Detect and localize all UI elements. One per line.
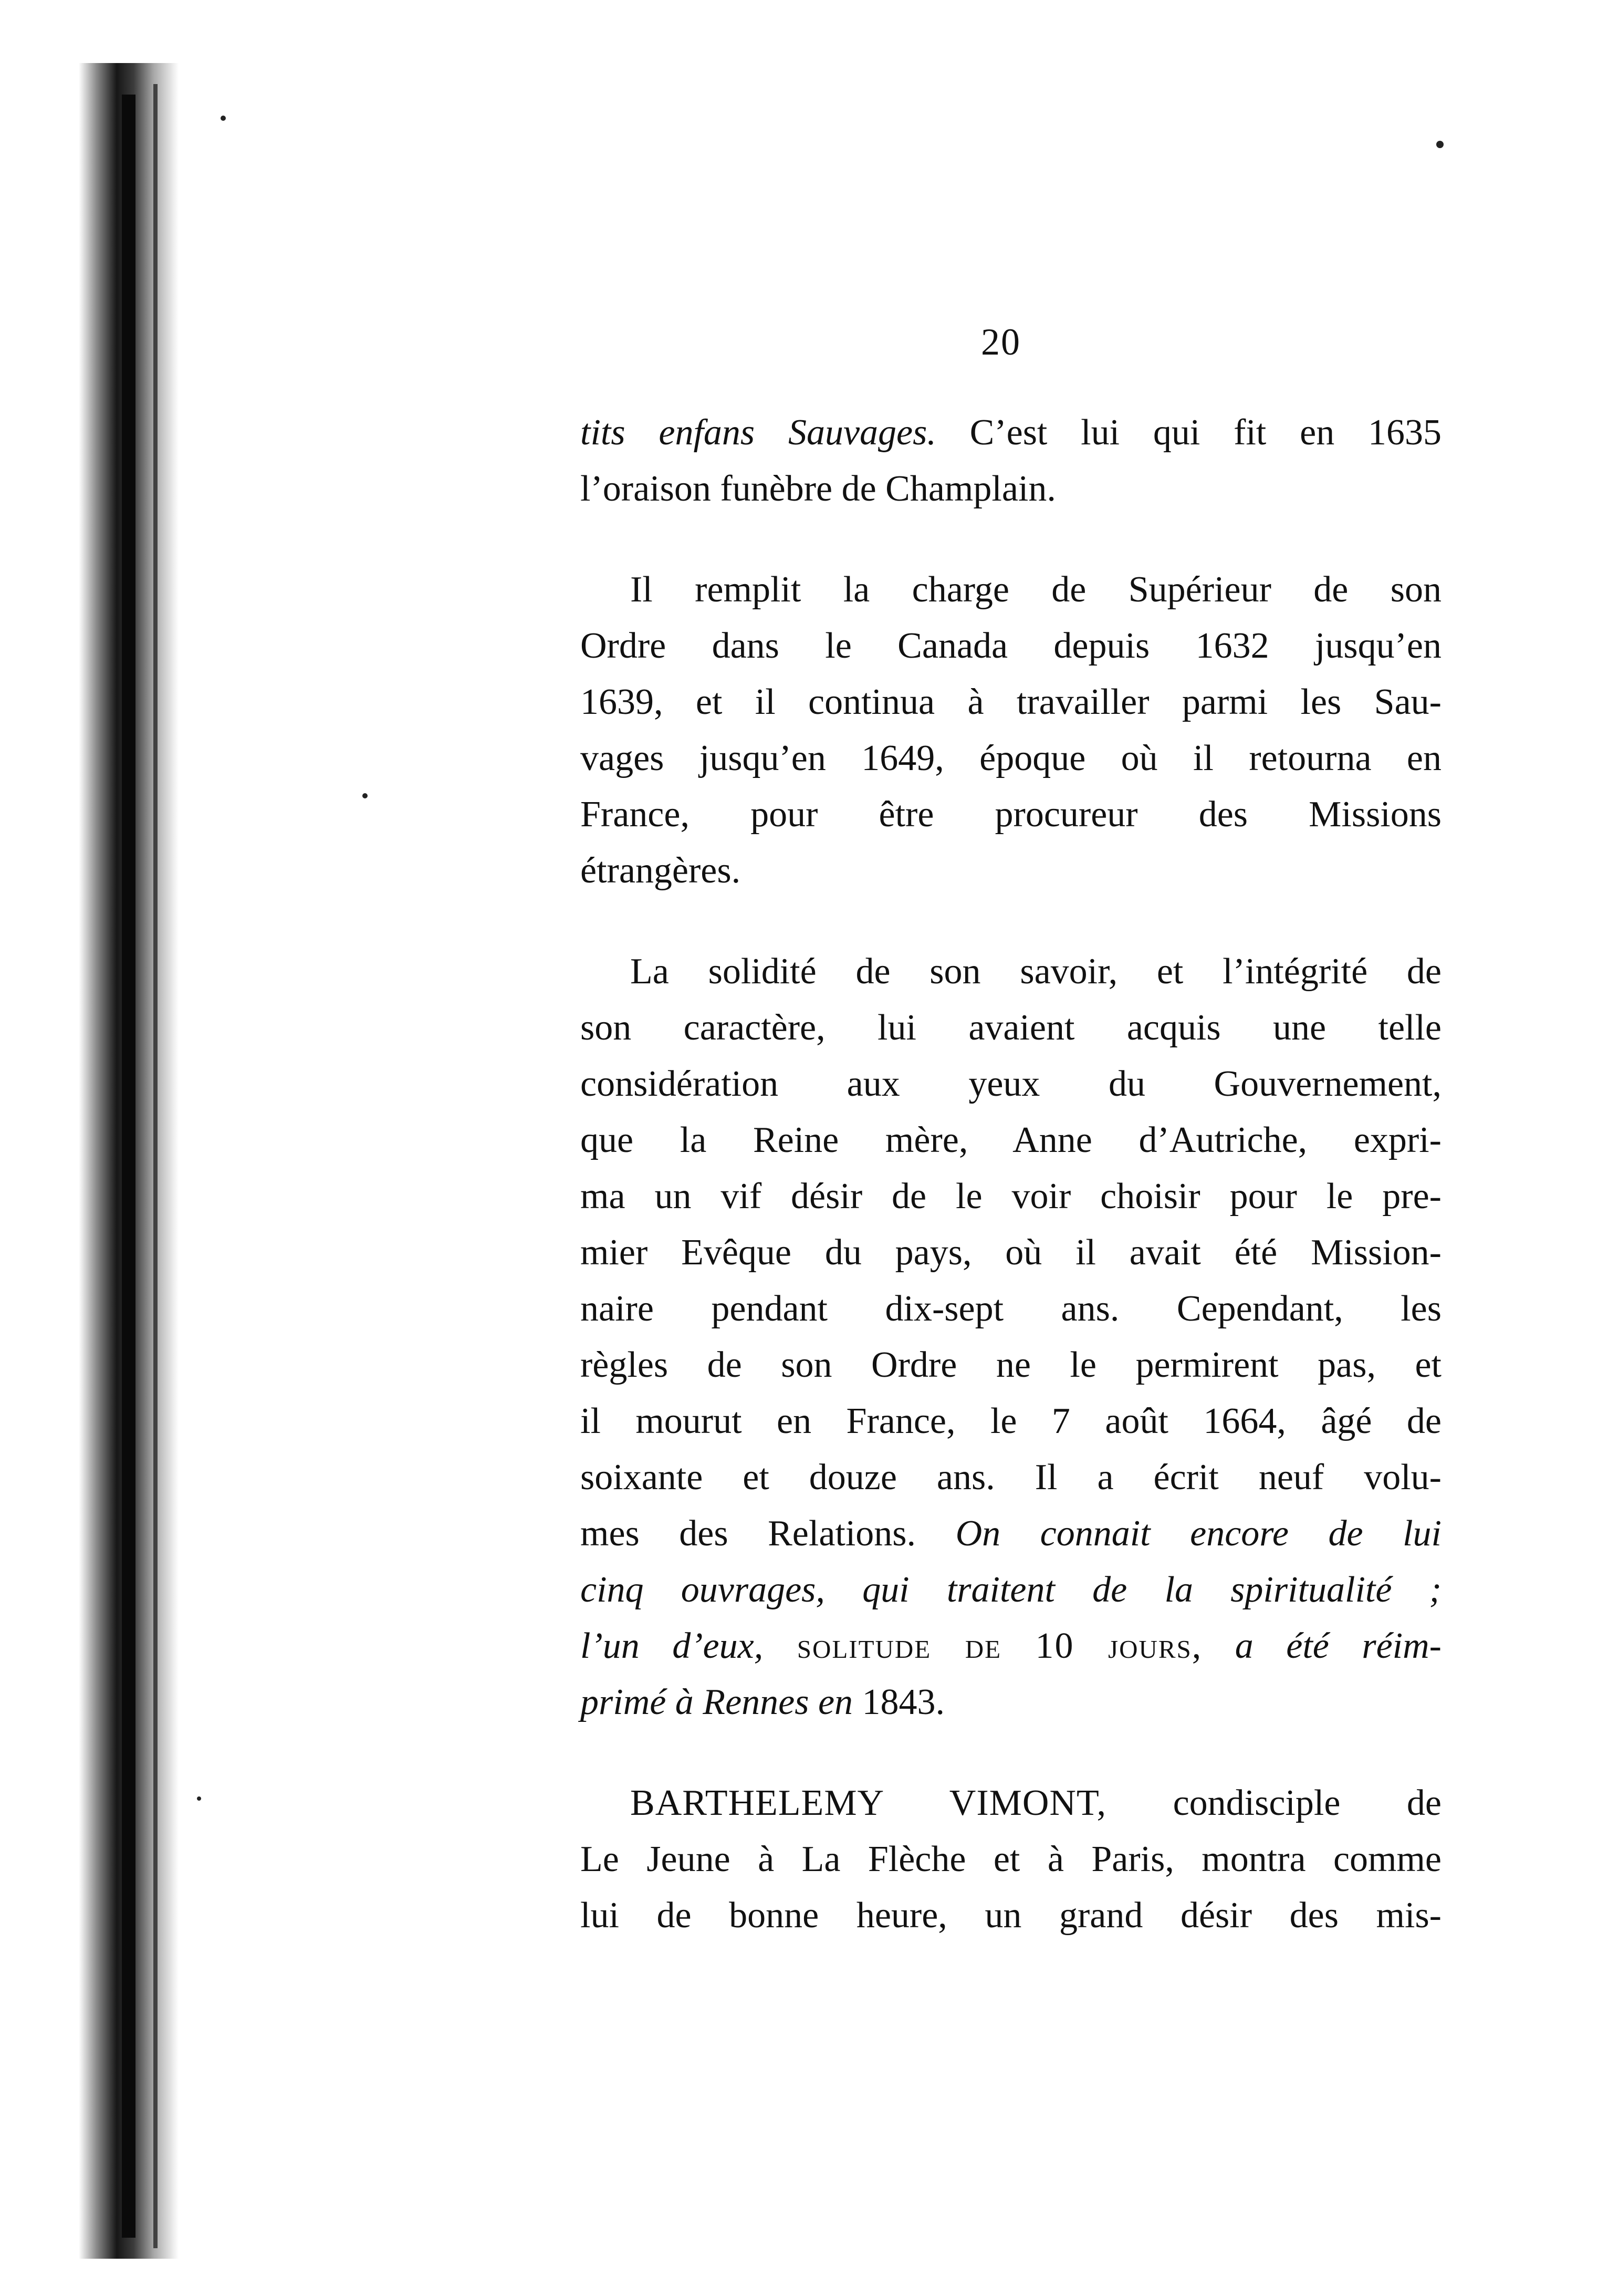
text-line: étrangères. [580,850,741,891]
binding-edge [122,95,135,2238]
text-line: l’un d’eux, solitude de 10 jours, a été réim- [580,1626,1442,1666]
ink-speck [1436,141,1444,148]
text-line: 1639, et il continua à travailler parmi les Sau- [580,682,1442,722]
text-line: il mourut en France, le 7 août 1664, âgé de [580,1401,1442,1441]
ink-speck [221,116,226,121]
text-line: Le Jeune à La Flèche et à Paris, montra comme [580,1839,1442,1879]
text-line: Il remplit la charge de Supérieur de son [630,569,1442,610]
body-text [580,404,1442,1944]
text-line: cinq ouvrages, qui traitent de la spiritualité ; [580,1570,1442,1610]
page-number: 20 [981,321,1021,363]
text-line: Ordre dans le Canada depuis 1632 jusqu’en [580,626,1442,666]
text-line: mes des Relations. On connait encore de lui [580,1513,1442,1554]
text-line: que la Reine mère, Anne d’Autriche, expri- [580,1120,1442,1160]
text-line: vages jusqu’en 1649, époque où il retourna en [580,738,1442,778]
text-line: mier Evêque du pays, où il avait été Mission- [580,1232,1442,1273]
binding-edge-inner [153,84,158,2248]
text-line: règles de son Ordre ne le permirent pas, et [580,1345,1442,1385]
text-line: BARTHELEMY VIMONT, condisciple de [630,1783,1442,1823]
text-line: France, pour être procureur des Missions [580,794,1442,835]
ink-speck [362,793,368,798]
ink-speck [197,1796,201,1801]
text-line: primé à Rennes en 1843. [580,1682,945,1722]
text-line: tits enfans Sauvages. C’est lui qui fit en 1635 [580,412,1442,453]
text-line: soixante et douze ans. Il a écrit neuf volu- [580,1457,1442,1498]
text-line: l’oraison funèbre de Champlain. [580,469,1056,509]
text-line: La solidité de son savoir, et l’intégrité de [630,951,1442,992]
text-line: son caractère, lui avaient acquis une telle [580,1007,1442,1048]
text-line: naire pendant dix-sept ans. Cependant, les [580,1289,1442,1329]
text-line: considération aux yeux du Gouvernement, [580,1064,1442,1104]
text-line: lui de bonne heure, un grand désir des mis- [580,1895,1442,1936]
text-line: ma un vif désir de le voir choisir pour le pre- [580,1176,1442,1217]
